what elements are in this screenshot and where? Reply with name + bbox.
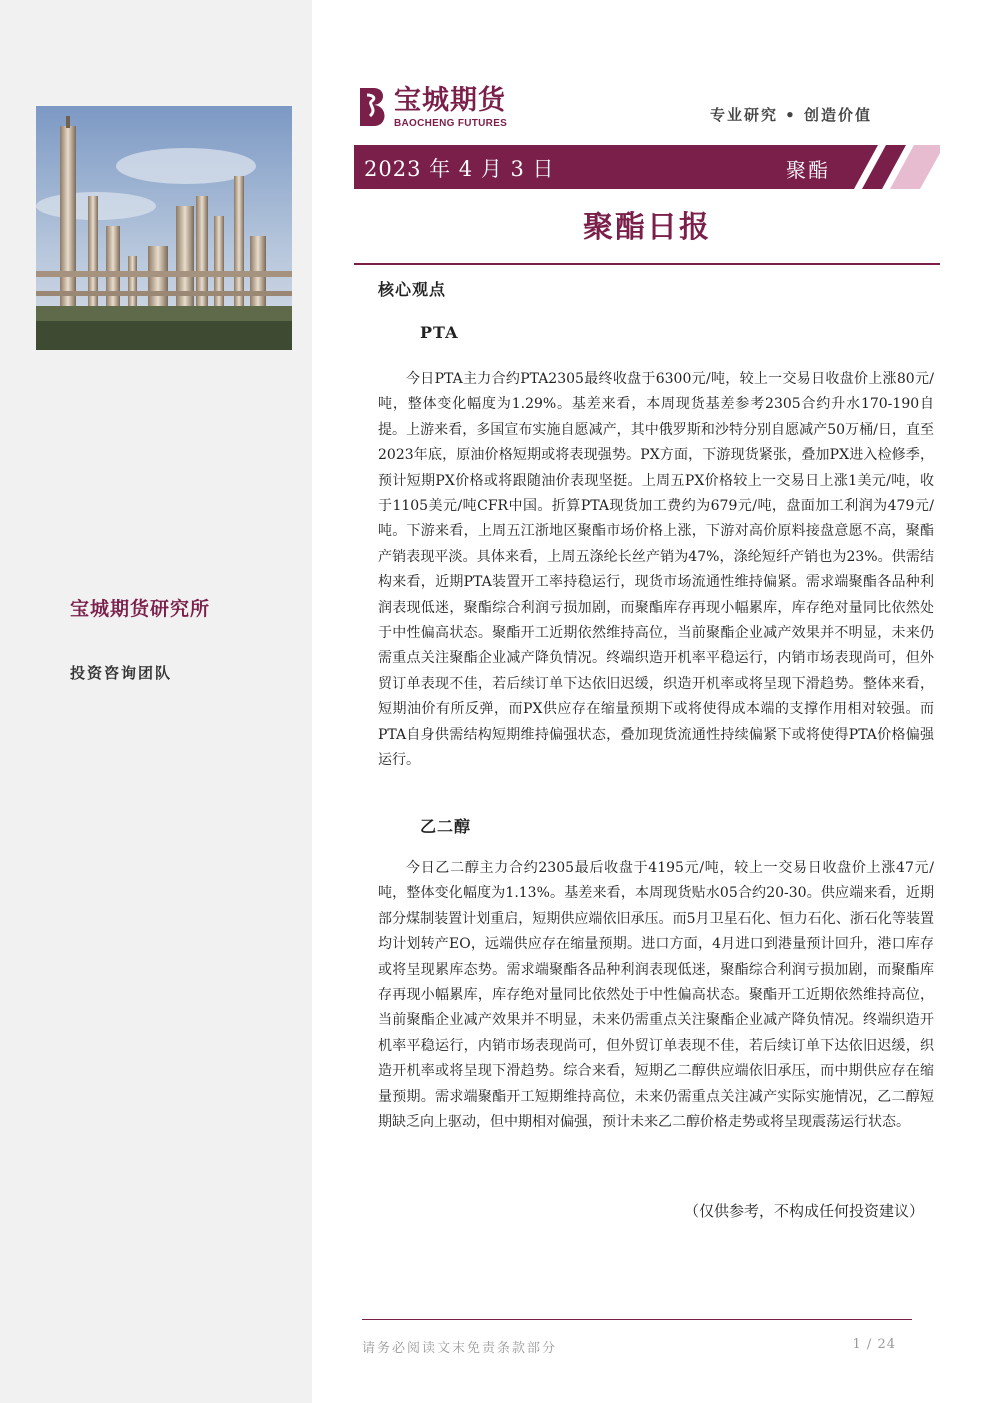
- title-divider: [354, 263, 940, 265]
- section-text-pta: 今日PTA主力合约PTA2305最终收盘于6300元/吨，较上一交易日收盘价上涨80元/吨，整体变化幅度为1.29%。基差来看，本周现货基差参考2305合约升水170-190自提。上游来看，多国宣布实施自愿减产，其中俄罗斯和沙特分别自愿减产50万桶/日，直至2023年底，原油价格短期或将表现强势。PX方面，下游现货紧张，叠加PX进入检修季，预计短期PX价格或将跟随油价表现坚挺。上周五PX价格较上一交易日上涨1美元/吨，收于1105美元/吨CFR中国。折算PTA现货加工费约为679元/吨，盘面加工利润为479元/吨。下游来看，上周五江浙地区聚酯市场价格上涨，下游对高价原料接盘意愿不高，聚酯产销表现平淡。具体来看，上周五涤纶长丝产销为47%，涤纶短纤产销也为23%。供需结构来看，近期PTA装置开工率持稳运行，现货市场流通性维持偏紧。需求端聚酯各品种利润表现低迷，聚酯综合利润亏损加剧，而聚酯库存再现小幅累库，库存绝对量同比依然处于中性偏高状态。聚酯开工近期依然维持高位，当前聚酯企业减产效果并不明显，未来仍需重点关注聚酯企业减产降负情况。终端织造开机率平稳运行，内销市场表现尚可，但外贸订单表现不佳，若后续订单下达依旧迟缓，织造开机率或将呈现下滑趋势。整体来看，短期油价有所反弹，而PX供应存在缩量预期下或将使得成本端的支撑作用相对较强。而PTA自身供需结构短期维持偏强状态，叠加现货流通性持续偏紧下或将使得PTA价格偏强运行。: [378, 371, 934, 769]
- report-date: 2023 年 4 月 3 日: [364, 157, 555, 181]
- logo-mark-icon: [356, 84, 390, 130]
- team-name: 投资咨询团队: [70, 664, 173, 682]
- logo-text-cn: 宝城期货: [394, 85, 506, 116]
- footer-divider: [362, 1319, 912, 1320]
- refinery-illustration: [36, 106, 292, 350]
- section-heading-pta: PTA: [420, 323, 459, 342]
- section-text-meg: 今日乙二醇主力合约2305最后收盘于4195元/吨，较上一交易日收盘价上涨47元/吨，整体变化幅度为1.13%。基差来看，本周现货贴水05合约20-30。供应端来看，近期部分煤制装置计划重启，短期供应端依旧承压。而5月卫星石化、恒力石化、浙石化等装置均计划转产EO，远端供应存在缩量预期。进口方面，4月进口到港量预计回升，港口库存或将呈现累库态势。需求端聚酯各品种利润表现低迷，聚酯综合利润亏损加剧，而聚酯库存再现小幅累库，库存绝对量同比依然处于中性偏高状态。聚酯开工近期依然维持高位，当前聚酯企业减产效果并不明显，未来仍需重点关注聚酯企业减产降负情况。终端织造开机率平稳运行，内销市场表现尚可，但外贸订单表现不佳，若后续订单下达依旧迟缓，织造开机率或将呈现下滑趋势。综合来看，短期乙二醇供应端依旧承压，而中期供应存在缩量预期。需求端聚酯开工短期维持高位，未来仍需重点关注减产实际实施情况，乙二醇短期缺乏向上驱动，但中期相对偏强，预计未来乙二醇价格走势或将呈现震荡运行状态。: [378, 860, 934, 1131]
- institute-name: 宝城期货研究所: [70, 598, 211, 620]
- disclaimer: （仅供参考，不构成任何投资建议）: [683, 1202, 924, 1220]
- date-banner: [354, 145, 940, 189]
- slogan: 专业研究 • 创造价值: [709, 106, 872, 124]
- report-category: 聚酯: [786, 158, 830, 182]
- core-heading: 核心观点: [378, 280, 447, 299]
- page-number: 1 / 24: [852, 1337, 896, 1352]
- company-logo: [356, 84, 556, 132]
- refinery-photo: [36, 106, 292, 350]
- section-heading-meg: 乙二醇: [420, 817, 472, 836]
- logo-text-en: BAOCHENG FUTURES: [394, 118, 508, 129]
- sidebar: [0, 0, 312, 1403]
- report-title: 聚酯日报: [583, 210, 711, 245]
- footer-note: 请务必阅读文末免责条款部分: [362, 1341, 558, 1356]
